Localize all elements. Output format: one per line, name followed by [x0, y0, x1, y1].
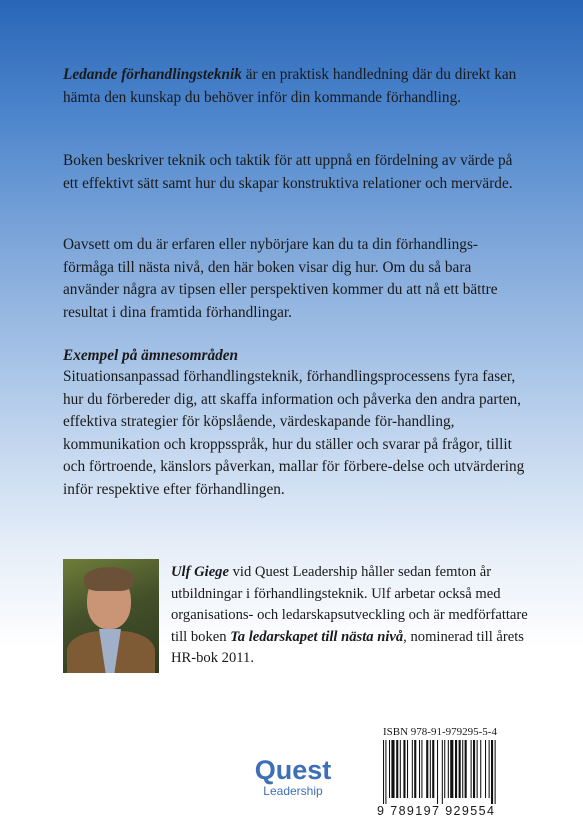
coauthored-book-title: Ta ledarskapet till nästa nivå [230, 628, 404, 645]
barcode-icon [381, 740, 533, 804]
isbn-number: ISBN 978-91-979295-5-4 [383, 726, 497, 738]
audience-paragraph: Oavsett om du är erfaren eller nybörjare kan du ta din förhandlings-förmåga till nästa nivå, den här boken visar dig hur. Om du så bara använder några av tipsen eller perspektiven kommer du att nå ett bättre resultat i dina framtida förhandlingar. [63, 236, 498, 321]
author-name: Ulf Giege [171, 564, 229, 580]
logo-subtitle: Leadership [263, 784, 323, 798]
intro-paragraph [63, 64, 528, 109]
author-bio [171, 562, 541, 670]
logo-wordmark: Quest [254, 755, 332, 785]
description-paragraph: Boken beskriver teknik och taktik för att uppnå en fördelning av värde på ett effektivt sätt samt hur du skapar konstruktiva relationer och mervärde. [63, 152, 513, 192]
author-bio-text-2: , nominerad till årets HR-bok 2011. [171, 628, 524, 667]
book-title: Ledande förhandlingsteknik [63, 66, 242, 83]
examples-text: Situationsanpassad förhandlingsteknik, förhandlingsprocessens fyra faser, hur du förbereder dig, att skaffa information och påverka den andra parten, effektiva strategier för köpslående, värdeskapande för-handling, kommunikation och kroppsspråk, hur du ställer och svarar på frågor, tillit och förtroende, känslors påverkan, mallar för förbere-delse och utvärdering inför respektive efter förhandlingen. [63, 368, 525, 498]
examples-heading: Exempel på ämnesområden [63, 347, 239, 364]
author-bio-text-1: vid Quest Leadership håller sedan femton år utbildningar i förhandlingsteknik. Ulf arbetar också med organisations- och ledarskapsutveckling och är medförfattare till boken [171, 564, 528, 645]
barcode-box [377, 724, 537, 827]
author-photo [63, 559, 159, 673]
author-photo-hair [84, 567, 134, 591]
publisher-logo [238, 756, 348, 798]
barcode-digits: 9 789197 929554 [377, 804, 496, 818]
intro-text: är en praktisk handledning där du direkt kan hämta den kunskap du behöver inför din kommande förhandling. [63, 66, 517, 106]
